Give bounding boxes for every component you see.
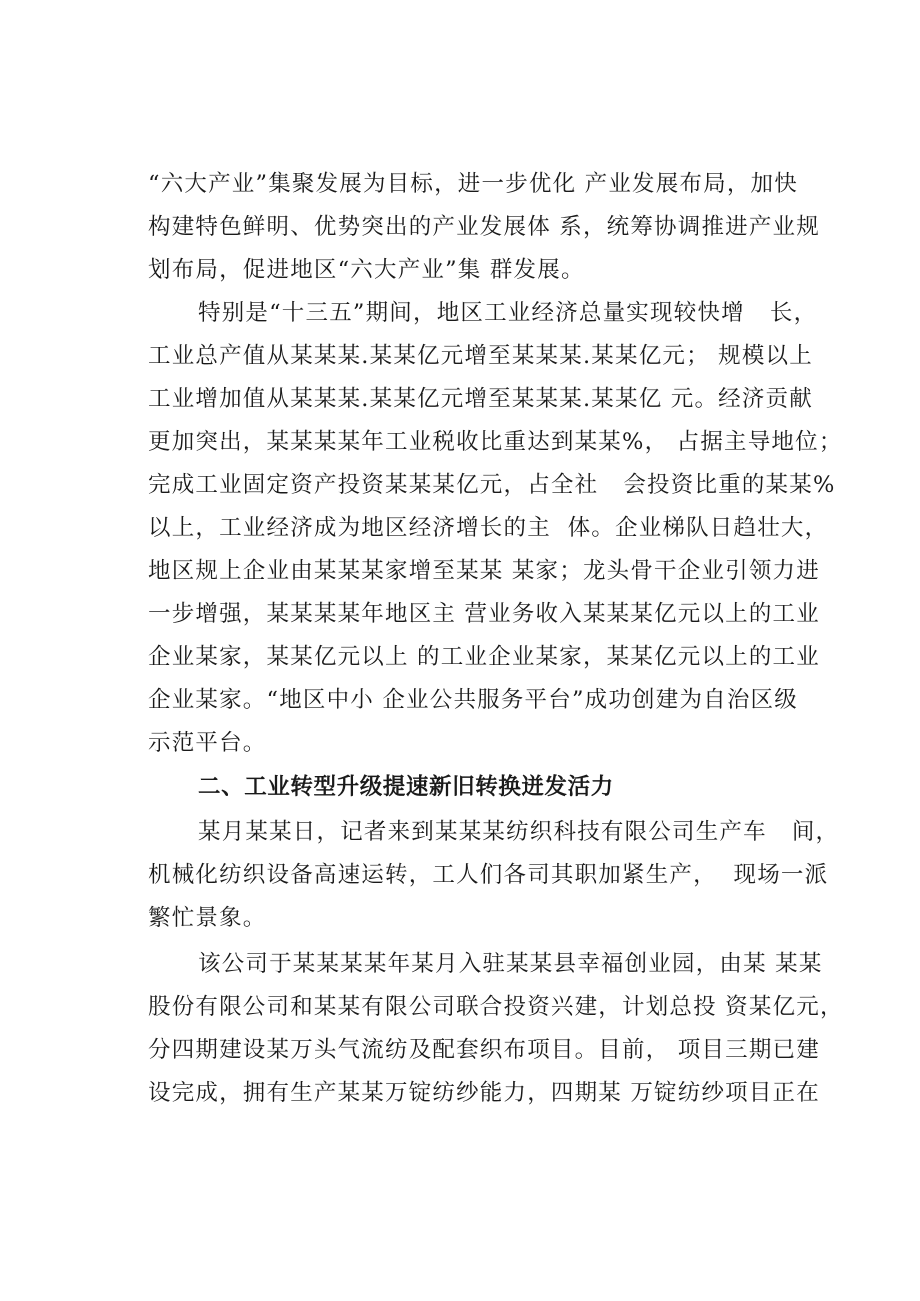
text-line: 工业总产值从某某某.某某亿元增至某某某.某某亿元； 规模以上 xyxy=(148,343,813,369)
text-line: 该公司于某某某某年某月入驻某某县幸福创业园，由某 某某 xyxy=(198,951,823,977)
text-line: “六大产业”集聚发展为目标，进一步优化 产业发展布局，加快 xyxy=(148,171,798,197)
text-line: 分四期建设某万头气流纺及配套织布项目。目前， 项目三期已建 xyxy=(148,1037,820,1063)
text-line: 完成工业固定资产投资某某某亿元，占全社 会投资比重的某某% xyxy=(148,472,836,498)
text-line: 以上，工业经济成为地区经济增长的主 体。企业梯队日趋壮大， xyxy=(148,515,829,541)
text-line: 一步增强，某某某某年地区主 营业务收入某某某亿元以上的工业 xyxy=(148,601,820,627)
text-line: 工业增加值从某某某.某某亿元增至某某某.某某亿 元。经济贡献 xyxy=(148,386,813,412)
text-line: 股份有限公司和某某有限公司联合投资兴建，计划总投 资某亿元， xyxy=(148,994,844,1020)
text-line: 机械化纺织设备高速运转，工人们各司其职加紧生产， 现场一派 xyxy=(148,862,829,888)
text-line: 构建特色鲜明、优势突出的产业发展体 系，统筹协调推进产业规 xyxy=(148,214,820,240)
text-line: 繁忙景象。 xyxy=(148,905,267,931)
text-line: 企业某家。“地区中小 企业公共服务平台”成功创建为自治区级 xyxy=(148,687,798,713)
text-line: 某月某某日，记者来到某某某纺织科技有限公司生产车 间， xyxy=(198,819,840,845)
section-heading: 二、工业转型升级提速新旧转换迸发活力 xyxy=(198,774,614,800)
text-line: 划布局，促进地区“六大产业”集 群发展。 xyxy=(148,257,585,283)
text-line: 设完成，拥有生产某某万锭纺纱能力，四期某 万锭纺纱项目正在 xyxy=(148,1080,820,1106)
text-line: 更加突出，某某某某年工业税收比重达到某某%， 占据主导地位； xyxy=(148,429,843,455)
text-line: 示范平台。 xyxy=(148,730,267,756)
text-line: 企业某家，某某亿元以上 的工业企业某家，某某亿元以上的工业 xyxy=(148,644,820,670)
text-line: 特别是“十三五”期间，地区工业经济总量实现较快增 长， xyxy=(198,300,818,326)
text-line: 地区规上企业由某某某家增至某某 某家；龙头骨干企业引领力进 xyxy=(148,558,820,584)
